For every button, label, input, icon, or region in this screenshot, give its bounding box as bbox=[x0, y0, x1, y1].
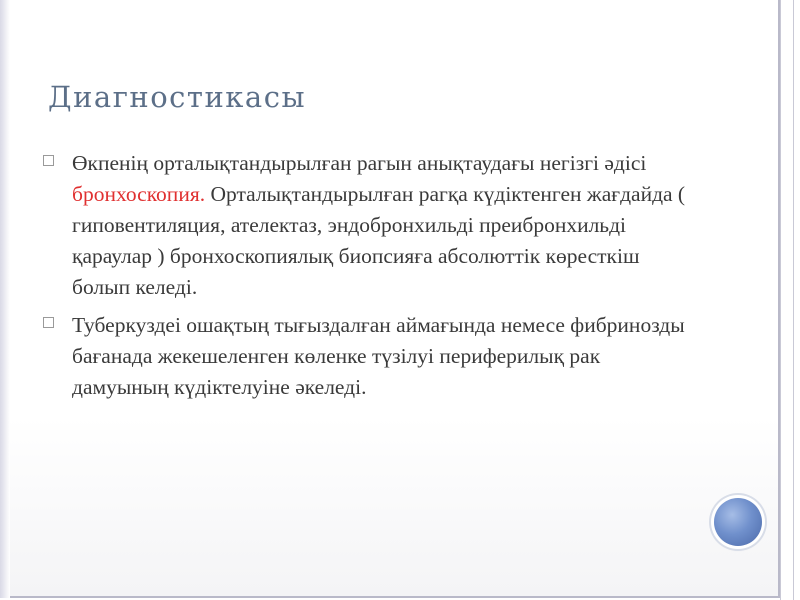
bullet-item bbox=[42, 148, 702, 303]
slide-body bbox=[42, 148, 702, 410]
bullet-item bbox=[42, 310, 702, 403]
slide-title: Диагностикасы bbox=[48, 80, 307, 114]
square-bullet-icon bbox=[42, 148, 68, 168]
bullet-text-after: Орталықтандырылған рагқа күдіктенген жағдайда ( гиповентиляция, ателектаз, эндобронхильді преибронхильді қараулар ) бронхоскопиялық биопсияға абсолюттік көресткіш болып келеді. bbox=[72, 182, 686, 299]
square-bullet-icon bbox=[42, 310, 68, 330]
bullet-text-highlight: бронхоскопия. bbox=[72, 182, 206, 206]
right-edge bbox=[780, 0, 800, 600]
blue-orb-icon bbox=[714, 498, 762, 546]
bullet-text bbox=[68, 310, 702, 403]
bullet-text bbox=[68, 148, 702, 303]
right-edge-lines bbox=[780, 0, 794, 600]
bullet-text-before: Өкпенің орталықтандырылған рагын анықтаудағы негізгі әдісі bbox=[72, 151, 647, 175]
left-rail bbox=[0, 0, 10, 598]
bullet-text-before: Туберкуздеі ошақтың тығыздалған аймағында немесе фибринозды бағанада жекешеленген көленке түзілуі периферилық рак дамуының күдіктелуіне әкеледі. bbox=[72, 313, 685, 399]
